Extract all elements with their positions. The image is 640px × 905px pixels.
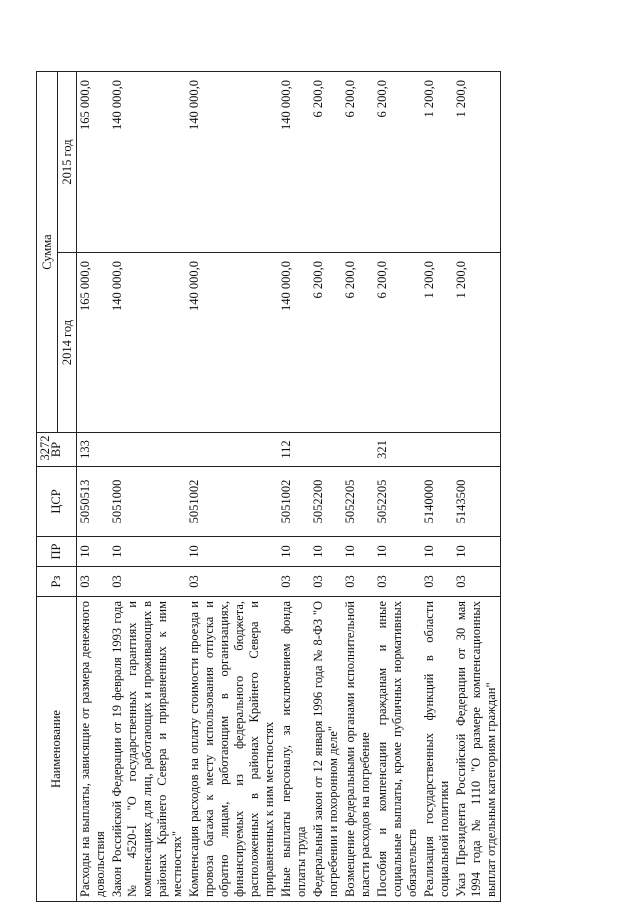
page-number: 3272 (37, 435, 52, 461)
cell-rz: 03 (109, 567, 186, 597)
cell-csr: 5052205 (374, 467, 421, 537)
cell-rz: 03 (310, 567, 342, 597)
cell-vr (421, 433, 453, 467)
cell-pr: 10 (310, 537, 342, 567)
cell-2014: 165 000,0 (77, 253, 110, 433)
table-row (310, 72, 342, 902)
cell-pr: 10 (109, 537, 186, 567)
cell-rz: 03 (374, 567, 421, 597)
cell-pr: 10 (374, 537, 421, 567)
table-row (77, 72, 110, 902)
cell-rz: 03 (342, 567, 374, 597)
cell-pr: 10 (453, 537, 501, 567)
table-row (186, 72, 278, 902)
cell-name: Указ Президента Российской Федерации от 30 мая 1994 года № 1110 "О размере компенсационных выплат отдельным категориям граждан" (453, 597, 501, 902)
header-year-2015: 2015 год (58, 72, 77, 253)
cell-csr: 5052200 (310, 467, 342, 537)
cell-csr: 5051002 (278, 467, 310, 537)
cell-rz: 03 (186, 567, 278, 597)
header-year-2014: 2014 год (58, 253, 77, 433)
cell-rz: 03 (453, 567, 501, 597)
header-csr: ЦСР (37, 467, 77, 537)
table-header (37, 72, 77, 902)
cell-2015: 140 000,0 (109, 72, 186, 253)
cell-2014: 1 200,0 (453, 253, 501, 433)
cell-2014: 6 200,0 (342, 253, 374, 433)
cell-vr (186, 433, 278, 467)
cell-csr: 5052205 (342, 467, 374, 537)
cell-2015: 1 200,0 (453, 72, 501, 253)
cell-name: Возмещение федеральными органами исполнительной власти расходов на погребение (342, 597, 374, 902)
cell-pr: 10 (186, 537, 278, 567)
cell-vr: 133 (77, 433, 110, 467)
cell-name: Компенсация расходов на оплату стоимости проезда и провоза багажа к месту использования отпуска и обратно лицам, работающим в организациях, финансируемых из федерального бюджета, расположенных в районах Крайнего Севера и приравненных к ним местностях (186, 597, 278, 902)
budget-table (36, 71, 501, 902)
cell-2015: 6 200,0 (342, 72, 374, 253)
cell-name: Федеральный закон от 12 января 1996 года № 8-ФЗ "О погребении и похоронном деле" (310, 597, 342, 902)
table-row (278, 72, 310, 902)
cell-2014: 6 200,0 (374, 253, 421, 433)
cell-csr: 5050513 (77, 467, 110, 537)
table-row (109, 72, 186, 902)
cell-name: Расходы на выплаты, зависящие от размера денежного довольствия (77, 597, 110, 902)
header-vr: ВР (37, 433, 77, 467)
cell-2014: 1 200,0 (421, 253, 453, 433)
cell-pr: 10 (77, 537, 110, 567)
cell-2015: 1 200,0 (421, 72, 453, 253)
cell-csr: 5140000 (421, 467, 453, 537)
cell-pr: 10 (342, 537, 374, 567)
cell-csr: 5051000 (109, 467, 186, 537)
cell-2014: 140 000,0 (109, 253, 186, 433)
cell-vr: 112 (278, 433, 310, 467)
rotated-table-container (36, 72, 556, 902)
table-body (77, 72, 501, 902)
cell-name: Иные выплаты персоналу, за исключением фонда оплаты труда (278, 597, 310, 902)
table-row (421, 72, 453, 902)
cell-rz: 03 (421, 567, 453, 597)
header-sum: Сумма (37, 72, 58, 433)
cell-vr (109, 433, 186, 467)
cell-csr: 5051002 (186, 467, 278, 537)
cell-rz: 03 (278, 567, 310, 597)
cell-2015: 6 200,0 (310, 72, 342, 253)
cell-2015: 140 000,0 (278, 72, 310, 253)
cell-vr (453, 433, 501, 467)
cell-csr: 5143500 (453, 467, 501, 537)
cell-pr: 10 (278, 537, 310, 567)
cell-2014: 140 000,0 (186, 253, 278, 433)
cell-name: Реализация государственных функций в области социальной политики (421, 597, 453, 902)
cell-vr (342, 433, 374, 467)
cell-2015: 6 200,0 (374, 72, 421, 253)
header-pr: ПР (37, 537, 77, 567)
table-row (374, 72, 421, 902)
header-name: Наименование (37, 597, 77, 902)
cell-rz: 03 (77, 567, 110, 597)
cell-name: Закон Российской Федерации от 19 февраля 1993 года № 4520-I "О государственных гарантиях и компенсациях для лиц, работающих и проживающих в районах Крайнего Севера и приравненных к ним местностях" (109, 597, 186, 902)
cell-vr: 321 (374, 433, 421, 467)
cell-2014: 140 000,0 (278, 253, 310, 433)
cell-2015: 140 000,0 (186, 72, 278, 253)
table-row (342, 72, 374, 902)
table-row (453, 72, 501, 902)
header-rz: Рз (37, 567, 77, 597)
cell-2014: 6 200,0 (310, 253, 342, 433)
cell-name: Пособия и компенсации гражданам и иные социальные выплаты, кроме публичных нормативных обязательств (374, 597, 421, 902)
cell-pr: 10 (421, 537, 453, 567)
cell-2015: 165 000,0 (77, 72, 110, 253)
cell-vr (310, 433, 342, 467)
